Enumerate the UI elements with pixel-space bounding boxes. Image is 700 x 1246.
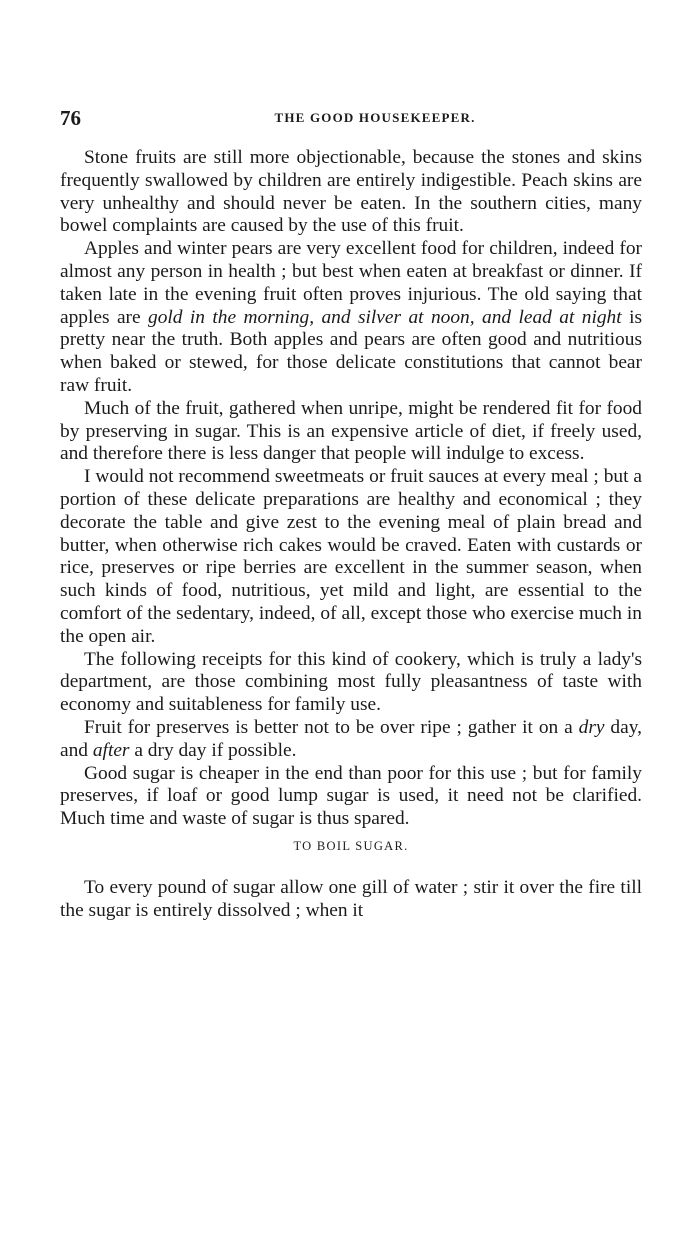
paragraph-stone-fruits: Stone fruits are still more objectionable, because the stones and skins frequently swallowed by children are entirely indigestible. Peach skins are very unhealthy and should never be eaten. In the southern cities, many bowel complaints are caused by the use of this fruit.	[60, 147, 642, 237]
page-number: 76	[60, 106, 81, 130]
paragraph-text: Fruit for preserves is better not to be over ripe ; gather it on a	[84, 716, 579, 738]
italic-saying: gold in the morning, and silver at noon, and lead at night	[148, 306, 622, 328]
paragraph-apples-pears	[60, 238, 642, 398]
paragraph-fruit-for-preserves	[60, 717, 642, 763]
running-head	[60, 106, 642, 130]
paragraph-text: is pretty near the truth. Both apples and pears are often good and nutritious when baked or stewed, for those delicate constitutions that cannot bear raw fruit.	[60, 306, 642, 396]
paragraph-receipts: The following receipts for this kind of cookery, which is truly a lady's department, are those combining most fully pleasantness of taste with economy and suitableness for family use.	[60, 648, 642, 716]
running-title: THE GOOD HOUSEKEEPER.	[274, 110, 476, 125]
body-text	[60, 147, 642, 923]
paragraph-text: Apples and winter pears are very excellent food for children, indeed for almost any person in health ; but best when eaten at breakfast or dinner. If taken late in the evening fruit often proves injurious. The old saying that apples are	[60, 238, 642, 328]
paragraph-sweetmeats: I would not recommend sweetmeats or fruit sauces at every meal ; but a portion of these delicate preparations are healthy and economical ; they decorate the table and give zest to the evening meal of plain bread and butter, when otherwise rich cakes would be craved. Eaten with custards or rice, preserves or ripe berries are excellent in the summer season, when such kinds of food, nutritious, yet mild and light, are essential to the comfort of the sedentary, indeed, of all, except those who exercise much in the open air.	[60, 466, 642, 647]
italic-after: after	[92, 739, 130, 761]
paragraph-good-sugar: Good sugar is cheaper in the end than poor for this use ; but for family preserves, if loaf or good lump sugar is used, it need not be clarified. Much time and waste of sugar is thus spared.	[60, 762, 642, 830]
paragraph-text: day, and	[60, 716, 642, 761]
recipe-heading: TO BOIL SUGAR.	[293, 838, 409, 853]
recipe-text: To every pound of sugar allow one gill of water ; stir it over the fire till the sugar is entirely dissolved ; when it	[60, 876, 642, 921]
italic-dry: dry	[578, 716, 605, 738]
paragraph-text: a dry day if possible.	[129, 739, 297, 761]
paragraph-unripe-fruit: Much of the fruit, gathered when unripe, might be rendered fit for food by preserving in sugar. This is an expensive article of diet, if freely used, and therefore there is less danger that people will indulge to excess.	[60, 397, 642, 465]
